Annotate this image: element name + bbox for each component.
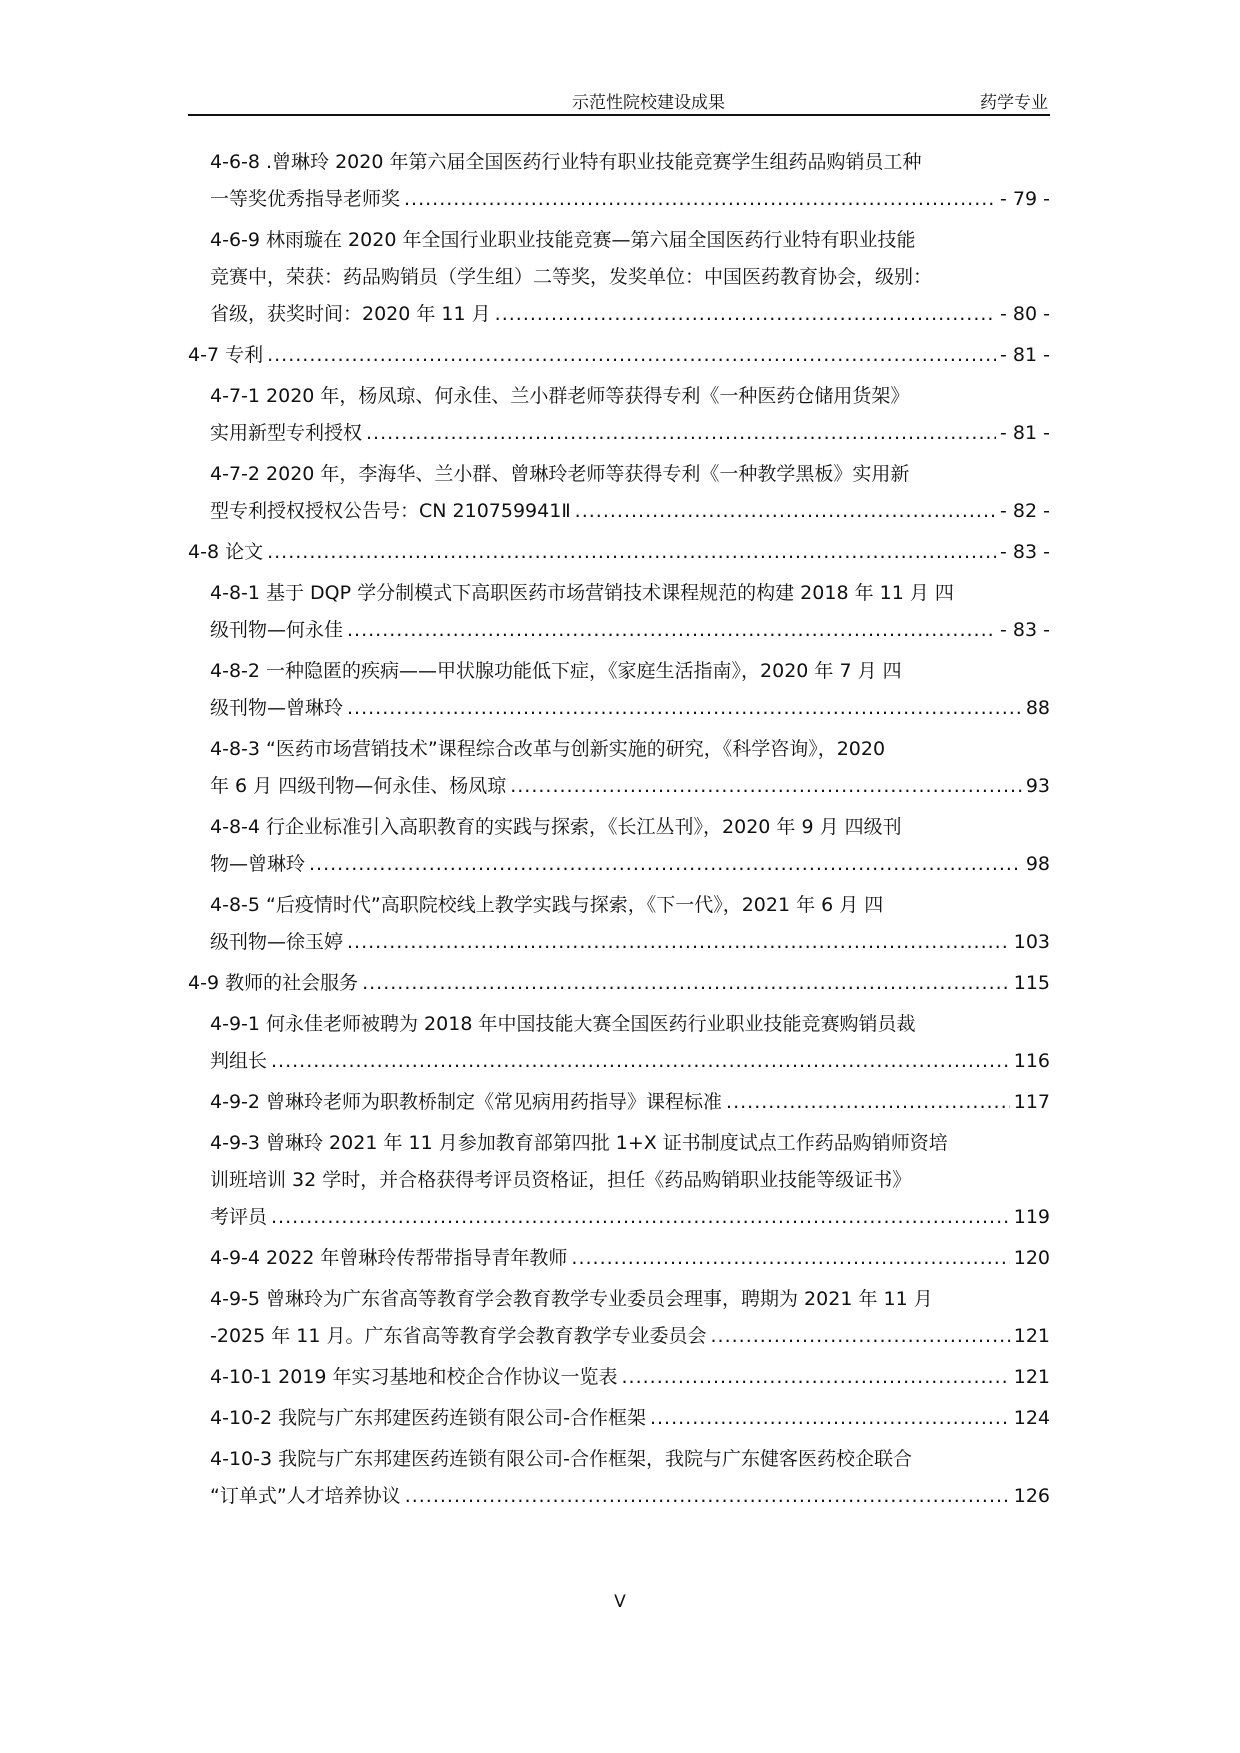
- toc-page-number: 126: [1013, 1485, 1050, 1507]
- toc-page-number: 119: [1013, 1206, 1050, 1228]
- toc-entry-text-line: 4-7-2 2020 年，李海华、兰小群、曾琳玲老师等获得专利《一种教学黑板》实用新: [210, 463, 910, 485]
- toc-entry[interactable]: [188, 575, 1050, 649]
- toc-entry-last-line: [210, 1240, 1050, 1277]
- toc-entry-text-line: 4-9 教师的社会服务: [188, 972, 359, 994]
- dot-leader: [362, 965, 1010, 1002]
- toc-page-number: 98: [1025, 853, 1050, 875]
- toc-entry-last-line: [188, 965, 1050, 1002]
- toc-entry-last-line: [210, 612, 1050, 649]
- toc-entry-text-line: 级刊物—何永佳: [210, 619, 344, 641]
- toc-page-number: 121: [1013, 1325, 1050, 1347]
- toc-entry-text-line: 4-6-9 林雨璇在 2020 年全国行业职业技能竞赛—第六届全国医药行业特有职业技能: [210, 229, 916, 251]
- toc-entry-text-line: 竞赛中，荣获：药品购销员（学生组）二等奖，发奖单位：中国医药教育协会，级别：: [210, 266, 933, 288]
- toc-entry-last-line: [210, 181, 1050, 218]
- toc-entry-last-line: [210, 1359, 1050, 1396]
- toc-page-number: 116: [1013, 1050, 1050, 1072]
- dot-leader: [309, 846, 1022, 883]
- toc-entry[interactable]: [188, 653, 1050, 727]
- toc-entry[interactable]: [188, 222, 1050, 333]
- page-header: [188, 86, 1050, 116]
- toc-entry[interactable]: [188, 1400, 1050, 1437]
- toc-entry-text-line: 年 6 月 四级刊物—何永佳、杨凤琼: [210, 775, 507, 797]
- toc-entry-text-line: 级刊物—曾琳玲: [210, 697, 344, 719]
- toc-entry[interactable]: [188, 456, 1050, 530]
- dot-leader: [347, 612, 996, 649]
- toc-entry-text-line: 4-9-5 曾琳玲为广东省高等教育学会教育教学专业委员会理事，聘期为 2021 年 11 月: [210, 1288, 933, 1310]
- toc-entry[interactable]: [188, 965, 1050, 1002]
- toc-entry-last-line: [210, 1478, 1050, 1515]
- toc-entry[interactable]: [188, 731, 1050, 805]
- toc-entry[interactable]: [188, 1281, 1050, 1355]
- toc-entry-text-line: 级刊物—徐玉婷: [210, 931, 344, 953]
- toc-entry-text-line: 4-10-2 我院与广东邦建医药连锁有限公司-合作框架: [210, 1407, 646, 1429]
- toc-entry-text-line: 4-7-1 2020 年，杨凤琼、何永佳、兰小群老师等获得专利《一种医药仓储用货架》: [210, 385, 910, 407]
- toc-page-number: 103: [1013, 931, 1050, 953]
- dot-leader: [650, 1400, 1010, 1437]
- toc-entry[interactable]: [188, 144, 1050, 218]
- toc-entry[interactable]: [188, 1006, 1050, 1080]
- toc-entry-text-line: 4-8-3 “医药市场营销技术”课程综合改革与创新实施的研究，《科学咨询》，2020: [210, 738, 886, 760]
- toc-page-number: - 83 -: [1000, 541, 1050, 563]
- toc-page-number: 117: [1013, 1091, 1050, 1113]
- dot-leader: [711, 1318, 1010, 1355]
- toc-page-number: 115: [1013, 972, 1050, 994]
- toc-entry-text-line: 4-8-2 一种隐匿的疾病——甲状腺功能低下症，《家庭生活指南》，2020 年 7 月 四: [210, 660, 902, 682]
- toc-entry[interactable]: [188, 378, 1050, 452]
- toc-entry-text-line: 考评员: [210, 1206, 268, 1228]
- toc-entry-last-line: [210, 846, 1050, 883]
- toc-page-number: 88: [1025, 697, 1050, 719]
- dot-leader: [347, 924, 1010, 961]
- toc-entry[interactable]: [188, 1125, 1050, 1236]
- toc-entry-text-line: 实用新型专利授权: [210, 422, 363, 444]
- dot-leader: [366, 415, 996, 452]
- toc-entry[interactable]: [188, 887, 1050, 961]
- toc-entry[interactable]: [188, 337, 1050, 374]
- toc-page-number: 124: [1013, 1407, 1050, 1429]
- toc-page-number: - 79 -: [1000, 188, 1050, 210]
- toc-entry-last-line: [210, 1400, 1050, 1437]
- toc-entry-text-line: 4-8-5 “后疫情时代”高职院校线上教学实践与探索，《下一代》，2021 年 6 月 四: [210, 894, 884, 916]
- toc-entry-text-line: 4-8-1 基于 DQP 学分制模式下高职医药市场营销技术课程规范的构建 2018 年 11 月 四: [210, 582, 954, 604]
- toc-entry-text-line: 4-9-4 2022 年曾琳玲传帮带指导青年教师: [210, 1247, 568, 1269]
- toc-entry-text-line: 4-9-2 曾琳玲老师为职教桥制定《常见病用药指导》课程标准: [210, 1091, 723, 1113]
- header-section: 药学专业: [980, 93, 1048, 113]
- toc-entry-text-line: 4-6-8 .曾琳玲 2020 年第六届全国医药行业特有职业技能竞赛学生组药品购销员工种: [210, 151, 922, 173]
- toc-page-number: 93: [1025, 775, 1050, 797]
- toc-entry-last-line: [210, 1318, 1050, 1355]
- dot-leader: [510, 768, 1022, 805]
- toc-entry[interactable]: [188, 1359, 1050, 1396]
- dot-leader: [267, 337, 996, 374]
- toc-page-number: 120: [1013, 1247, 1050, 1269]
- toc-entry-last-line: [188, 337, 1050, 374]
- toc-entry-text-line: 一等奖优秀指导老师奖: [210, 188, 401, 210]
- toc-entry-text-line: 4-7 专利: [188, 344, 264, 366]
- dot-leader: [271, 1199, 1010, 1236]
- toc-entry[interactable]: [188, 809, 1050, 883]
- toc-page-number: 121: [1013, 1366, 1050, 1388]
- toc-entry-text-line: 4-9-3 曾琳玲 2021 年 11 月参加教育部第四批 1+X 证书制度试点工作药品购销师资培: [210, 1132, 948, 1154]
- dot-leader: [267, 534, 996, 571]
- toc-page-number: - 80 -: [1000, 303, 1050, 325]
- toc-page-number: - 81 -: [1000, 422, 1050, 444]
- toc-entry[interactable]: [188, 534, 1050, 571]
- toc-entry-last-line: [210, 415, 1050, 452]
- dot-leader: [404, 181, 996, 218]
- toc-entry-text-line: “订单式”人才培养协议: [210, 1485, 401, 1507]
- table-of-contents: [188, 144, 1050, 1519]
- dot-leader: [347, 690, 1022, 727]
- toc-entry-last-line: [210, 924, 1050, 961]
- toc-entry-text-line: 训班培训 32 学时，并合格获得考评员资格证，担任《药品购销职业技能等级证书》: [210, 1169, 912, 1191]
- dot-leader: [575, 493, 996, 530]
- toc-page-number: - 82 -: [1000, 500, 1050, 522]
- page-number: V: [614, 1592, 626, 1612]
- toc-entry-last-line: [210, 690, 1050, 727]
- toc-entry-text-line: 4-8 论文: [188, 541, 264, 563]
- toc-entry[interactable]: [188, 1240, 1050, 1277]
- toc-entry[interactable]: [188, 1441, 1050, 1515]
- toc-entry-text-line: 4-10-1 2019 年实习基地和校企合作协议一览表: [210, 1366, 618, 1388]
- header-title: 示范性院校建设成果: [572, 93, 725, 113]
- toc-entry[interactable]: [188, 1084, 1050, 1121]
- dot-leader: [271, 1043, 1010, 1080]
- toc-entry-text-line: 型专利授权授权公告号：CN 210759941Ⅱ: [210, 500, 571, 522]
- dot-leader: [726, 1084, 1010, 1121]
- toc-entry-text-line: 判组长: [210, 1050, 268, 1072]
- toc-entry-text-line: 4-8-4 行企业标准引入高职教育的实践与探索，《长江丛刊》，2020 年 9 月 四级刊: [210, 816, 902, 838]
- toc-entry-last-line: [210, 493, 1050, 530]
- toc-entry-text-line: 省级，获奖时间：2020 年 11 月: [210, 303, 491, 325]
- toc-page-number: - 83 -: [1000, 619, 1050, 641]
- dot-leader: [495, 296, 996, 333]
- dot-leader: [571, 1240, 1009, 1277]
- toc-entry-last-line: [210, 1084, 1050, 1121]
- toc-entry-last-line: [210, 1043, 1050, 1080]
- dot-leader: [405, 1478, 1010, 1515]
- toc-entry-last-line: [210, 768, 1050, 805]
- toc-page-number: - 81 -: [1000, 344, 1050, 366]
- toc-entry-text-line: 物—曾琳玲: [210, 853, 306, 875]
- toc-entry-text-line: 4-10-3 我院与广东邦建医药连锁有限公司-合作框架，我院与广东健客医药校企联合: [210, 1448, 912, 1470]
- toc-entry-last-line: [188, 534, 1050, 571]
- toc-entry-text-line: -2025 年 11 月。广东省高等教育学会教育教学专业委员会: [210, 1325, 707, 1347]
- toc-entry-text-line: 4-9-1 何永佳老师被聘为 2018 年中国技能大赛全国医药行业职业技能竞赛购销员裁: [210, 1013, 916, 1035]
- dot-leader: [622, 1359, 1010, 1396]
- toc-entry-last-line: [210, 296, 1050, 333]
- toc-entry-last-line: [210, 1199, 1050, 1236]
